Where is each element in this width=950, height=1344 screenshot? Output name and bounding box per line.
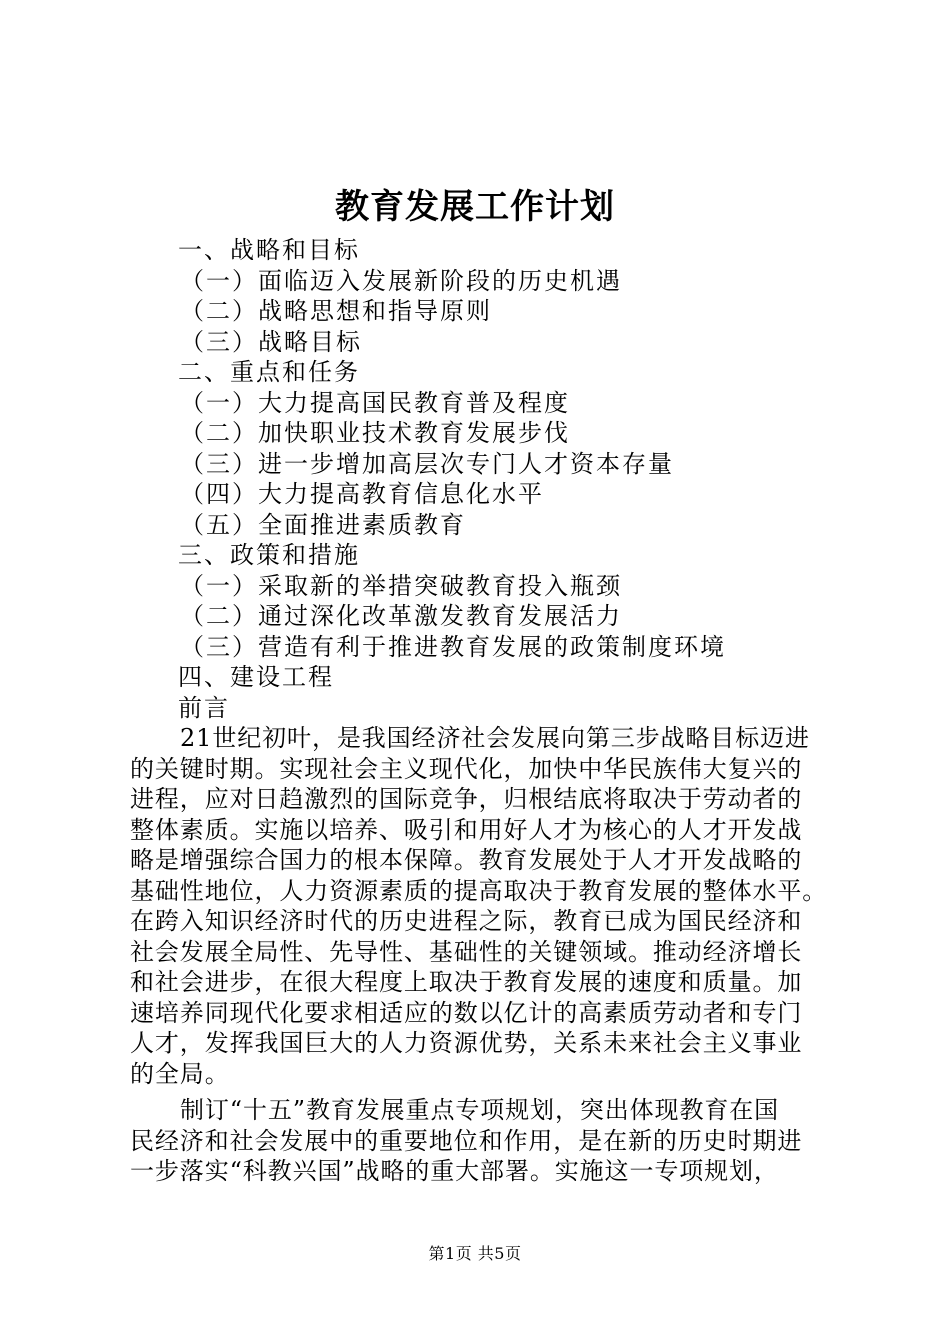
paragraph-line: 21世纪初叶，是我国经济社会发展向第三步战略目标迈进 xyxy=(180,724,810,752)
outline-item: （一）面临迈入发展新阶段的历史机遇 xyxy=(180,266,622,295)
outline-item: （一）采取新的举措突破教育投入瓶颈 xyxy=(180,571,622,600)
paragraph-line: 和社会进步，在很大程度上取决于教育发展的速度和质量。加 xyxy=(130,968,803,996)
paragraph-line: 的关键时期。实现社会主义现代化，加快中华民族伟大复兴的 xyxy=(130,754,803,783)
outline-item: （五）全面推进素质教育 xyxy=(180,510,466,539)
outline-heading-1: 一、战略和目标 xyxy=(178,236,360,264)
outline-heading-4: 四、建设工程 xyxy=(178,663,334,691)
paragraph-line: 民经济和社会发展中的重要地位和作用，是在新的历史时期进 xyxy=(130,1126,803,1155)
outline-item: （三）进一步增加高层次专门人才资本存量 xyxy=(180,449,674,478)
page-number-footer: 第1页 共5页 xyxy=(428,1244,522,1263)
outline-list xyxy=(178,235,858,723)
outline-heading-3: 三、政策和措施 xyxy=(178,541,360,569)
outline-item: （三）营造有利于推进教育发展的政策制度环境 xyxy=(180,632,726,661)
paragraph-line: 在跨入知识经济时代的历史进程之际，教育已成为国民经济和 xyxy=(130,907,803,935)
paragraph-line: 制订“十五”教育发展重点专项规划，突出体现教育在国 xyxy=(180,1096,780,1124)
paragraph-line: 略是增强综合国力的根本保障。教育发展处于人才开发战略的 xyxy=(130,846,803,874)
preface-heading: 前言 xyxy=(178,693,230,722)
paragraph-line: 速培养同现代化要求相适应的数以亿计的高素质劳动者和专门 xyxy=(130,998,803,1027)
outline-item: （二）加快职业技术教育发展步伐 xyxy=(180,419,570,447)
paragraph-line: 一步落实“科教兴国”战略的重大部署。实施这一专项规划， xyxy=(130,1157,779,1185)
paragraph-line: 基础性地位，人力资源素质的提高取决于教育发展的整体水平。 xyxy=(130,876,828,905)
outline-item: （一）大力提高国民教育普及程度 xyxy=(180,388,570,417)
body-text xyxy=(130,723,850,1187)
paragraph-line: 社会发展全局性、先导性、基础性的关键领域。推动经济增长 xyxy=(130,937,803,966)
outline-item: （二）通过深化改革激发教育发展活力 xyxy=(180,602,622,630)
outline-item: （二）战略思想和指导原则 xyxy=(180,297,492,325)
paragraph-line: 人才，发挥我国巨大的人力资源优势，关系未来社会主义事业 xyxy=(130,1029,803,1057)
paragraph-line: 整体素质。实施以培养、吸引和用好人才为核心的人才开发战 xyxy=(130,815,803,844)
paragraph-line: 的全局。 xyxy=(130,1059,230,1088)
document-title: 教育发展工作计划 xyxy=(335,187,615,227)
outline-item: （四）大力提高教育信息化水平 xyxy=(180,480,544,508)
outline-item: （三）战略目标 xyxy=(180,327,362,356)
outline-heading-2: 二、重点和任务 xyxy=(178,358,360,386)
paragraph-line: 进程，应对日趋激烈的国际竞争，归根结底将取决于劳动者的 xyxy=(130,785,803,813)
